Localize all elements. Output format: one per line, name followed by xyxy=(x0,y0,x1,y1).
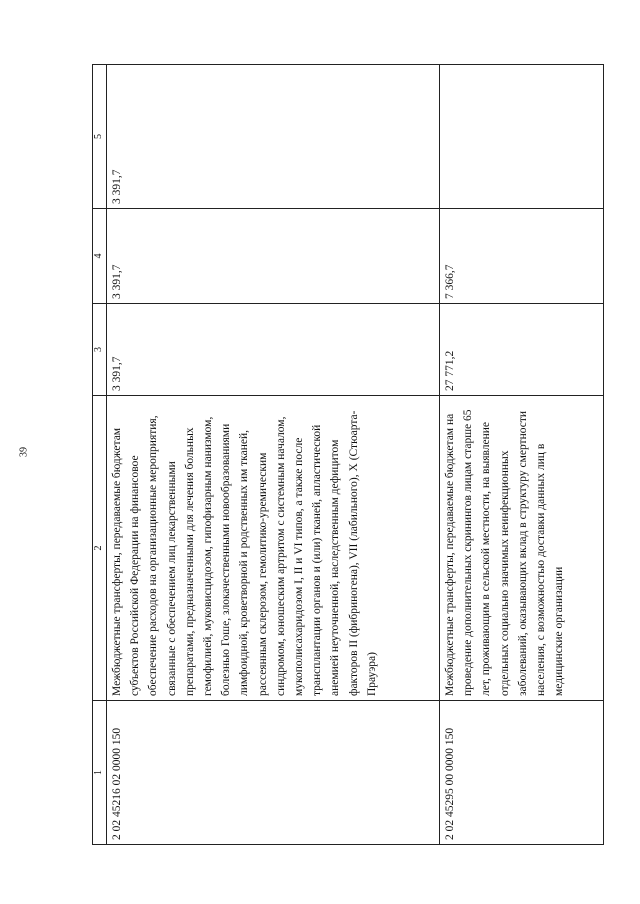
amount-col4: 7 366,7 xyxy=(440,209,604,304)
budget-code: 2 02 45295 00 0000 150 xyxy=(440,701,604,845)
page-number: 39 xyxy=(18,447,30,457)
column-header: 2 xyxy=(93,396,107,701)
budget-table-wrapper xyxy=(92,65,604,845)
amount-col5 xyxy=(440,65,604,209)
column-header: 1 xyxy=(93,701,107,845)
budget-code: 2 02 45216 02 0000 150 xyxy=(107,701,440,845)
amount-col3: 3 391,7 xyxy=(107,304,440,396)
column-header: 4 xyxy=(93,209,107,304)
column-header: 5 xyxy=(93,65,107,209)
amount-col5: 3 391,7 xyxy=(107,65,440,209)
table-row xyxy=(440,65,604,845)
budget-table xyxy=(92,64,604,845)
table-row xyxy=(107,65,440,845)
table-header-row xyxy=(93,65,107,845)
amount-col4: 3 391,7 xyxy=(107,209,440,304)
amount-col3: 27 771,2 xyxy=(440,304,604,396)
transfer-description: Межбюджетные трансферты, передаваемые бюджетам на проведение дополнительных скринингов лицам старше 65 лет, проживающим в сельской местности, на выявление отдельных социально значимых неинфекционных заболеваний, оказывающих вклад в структуру смертности населения, с возможностью доставки данных лиц в медицинские организации xyxy=(440,396,604,701)
transfer-description: Межбюджетные трансферты, передаваемые бюджетам субъектов Российской Федерации на финансовое обеспечение расходов на организационные мероприятия, связанные с обеспечением лиц лекарственными препаратами, предназначенными для лечения больных гемофилией, муковисцидозом, гипофизарным нанизмом, болезнью Гоше, злокачественными новообразованиями лимфоидной, кроветворной и родственных им тканей, рассеянным склерозом, гемолитико-уремическим синдромом, юношеским артритом с системным началом, мукополисахаридозом I, II и VI типов, а также после трансплантации органов и (или) тканей, апластической анемией неуточненной, наследственным дефицитом факторов II (фибриногена), VII (лабильного), X (Стюарта-Прауэра) xyxy=(107,396,440,701)
column-header: 3 xyxy=(93,304,107,396)
